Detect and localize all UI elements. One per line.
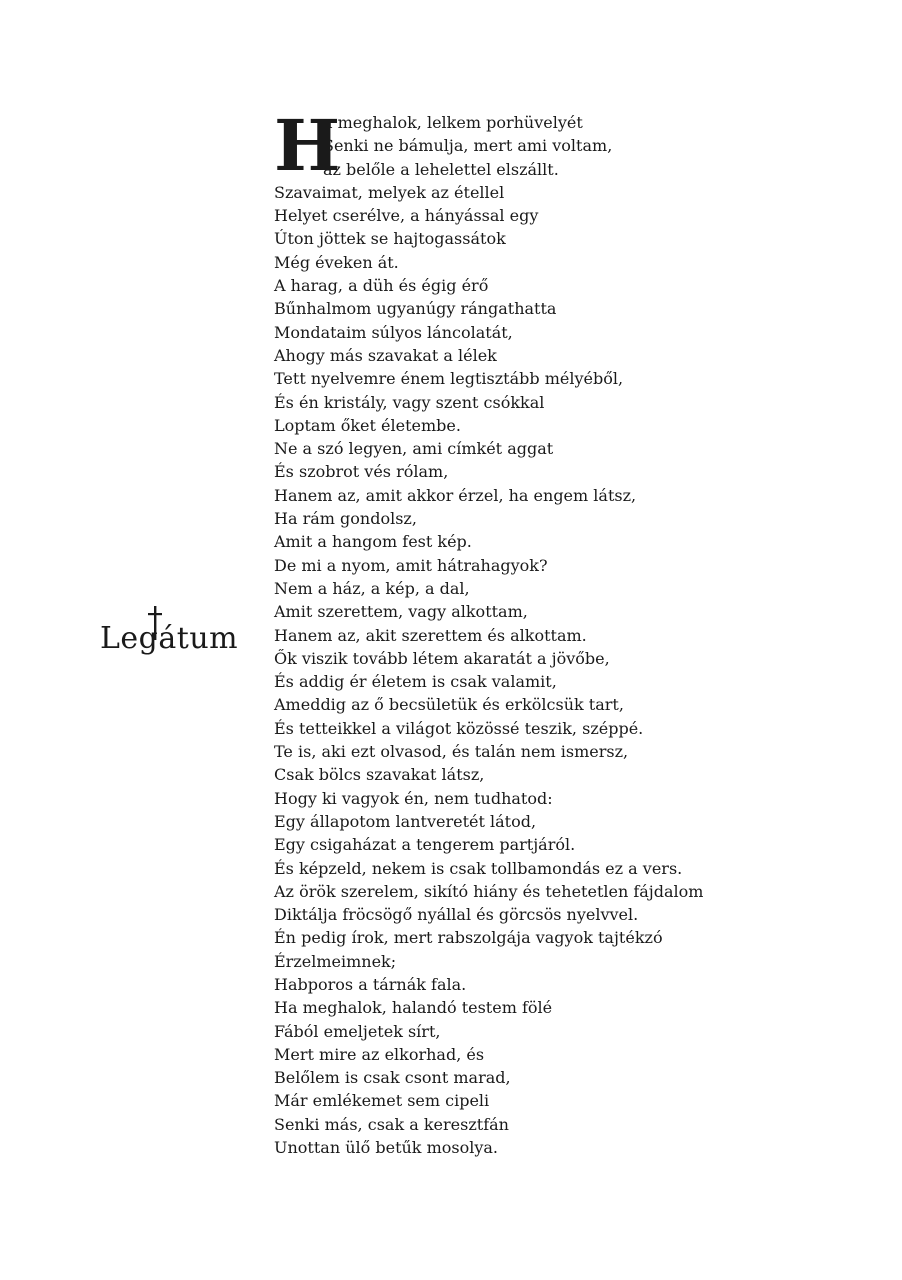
poem-line: Helyet cserélve, a hányással egy (274, 206, 539, 226)
poem-line: Tett nyelvemre énem legtisztább mélyéből, (274, 369, 624, 389)
poem-line: Bűnhalmom ugyanúgy rángathatta (274, 299, 557, 319)
poem-line: A harag, a düh és égig érő (274, 276, 489, 296)
poem-line: Amit szerettem, vagy alkottam, (274, 602, 528, 622)
poem-line: Mert mire az elkorhad, és (274, 1044, 485, 1064)
poem-line: Az örök szerelem, sikító hiány és tehetetlen fájdalom (274, 881, 704, 901)
poem-line: Diktálja fröcsögő nyállal és görcsös nyelvvel. (274, 905, 639, 925)
poem-line: Unottan ülő betűk mosolya. (274, 1138, 499, 1158)
poem-line: a meghalok, lelkem porhüvelyét (323, 113, 583, 132)
poem-line: Már emlékemet sem cipeli (274, 1091, 490, 1111)
poem-body (274, 104, 874, 1159)
poem-line: És én kristály, vagy szent csókkal (274, 392, 545, 412)
poem-line: Mondataim súlyos láncolatát, (274, 322, 513, 342)
poem-line: Nem a ház, a kép, a dal, (274, 578, 470, 598)
poem-line: Ha rám gondolsz, (274, 509, 417, 529)
poem-line: Egy csigaházat a tengerem partjáról. (274, 835, 576, 855)
poem-line: Szavaimat, melyek az étellel (274, 182, 505, 202)
poem-line: Ne a szó legyen, ami címkét aggat (274, 439, 554, 459)
poem-line: Úton jöttek se hajtogassátok (274, 229, 506, 249)
poem-line: Hogy ki vagyok én, nem tudhatod: (274, 788, 553, 808)
poem-line: Senki ne bámulja, mert ami voltam, (323, 136, 613, 156)
poem-line: Loptam őket életembe. (274, 415, 461, 435)
poem-lines (274, 104, 874, 1159)
poem-line: Még éveken át. (274, 252, 399, 272)
poem-line: Én pedig írok, mert rabszolgája vagyok tajtékzó (274, 928, 663, 948)
poem-line: Ők viszik tovább létem akaratát a jövőbe, (274, 648, 610, 668)
poem-line: Ha meghalok, halandó testem fölé (274, 998, 553, 1018)
drop-cap: H (274, 104, 341, 187)
poem-line: Fából emeljetek sírt, (274, 1021, 441, 1041)
poem-line: Hanem az, amit akkor érzel, ha engem látsz, (274, 485, 637, 505)
poem-line: És képzeld, nekem is csak tollbamondás ez a vers. (274, 858, 683, 878)
poem-line: És tetteikkel a világot közössé teszik, széppé. (274, 718, 644, 738)
poem-line: Ameddig az ő becsületük és erkölcsük tart, (274, 695, 624, 715)
poem-line: Csak bölcs szavakat látsz, (274, 765, 485, 785)
poem-line: Amit a hangom fest kép. (274, 532, 472, 552)
poem-line: De mi a nyom, amit hátrahagyok? (274, 555, 548, 575)
poem-line: az belőle a lehelettel elszállt. (323, 159, 559, 179)
poem-line: Hanem az, akit szerettem és alkottam. (274, 625, 587, 645)
poem-line: Belőlem is csak csont marad, (274, 1068, 511, 1088)
poem-line: Ahogy más szavakat a lélek (274, 345, 497, 365)
poem-title-block (100, 606, 240, 666)
poem-line: Egy állapotom lantveretét látod, (274, 811, 537, 831)
poem-line: Érzelmeimnek; (274, 951, 397, 971)
poem-line: És szobrot vés rólam, (274, 462, 449, 482)
poem-line: Senki más, csak a keresztfán (274, 1114, 509, 1134)
poem-line: Te is, aki ezt olvasod, és talán nem ismersz, (274, 742, 629, 762)
poem-line: Habporos a tárnák fala. (274, 974, 467, 994)
poem-line: És addig ér életem is csak valamit, (274, 672, 557, 692)
poem-title: Legátum (100, 621, 239, 656)
